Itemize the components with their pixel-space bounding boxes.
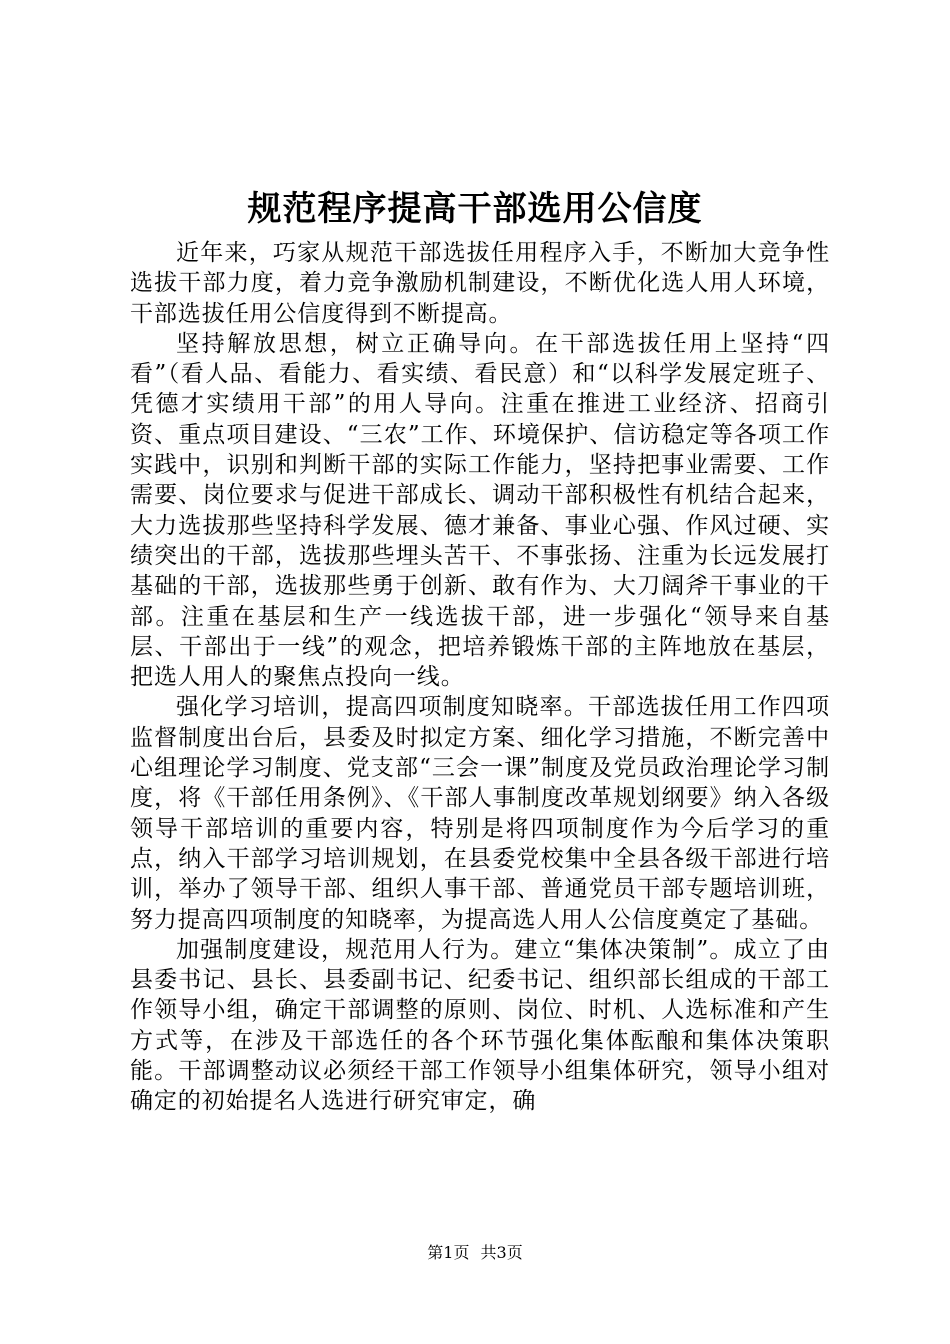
paragraph-training: 强化学习培训，提高四项制度知晓率。干部选拔任用工作四项监督制度出台后，县委及时拟定方案、细化学习措施，不断完善中心组理论学习制度、党支部“三会一课”制度及党员政治理论学习制度，将《干部任用条例》、《干部人事制度改革规划纲要》纳入各级领导干部培训的重要内容，特别是将四项制度作为今后学习的重点，纳入干部学习培训规划，在县委党校集中全县各级干部进行培训，举办了领导干部、组织人事干部、普通党员干部专题培训班，努力提高四项制度的知晓率，为提高选人用人公信度奠定了基础。 (130, 694, 830, 933)
paragraph-orientation: 坚持解放思想，树立正确导向。在干部选拔任用上坚持“四看”（看人品、看能力、看实绩、看民意）和“以科学发展定班子、凭德才实绩用干部”的用人导向。注重在推进工业经济、招商引资、重点项目建设、“三农”工作、环境保护、信访稳定等各项工作实践中，识别和判断干部的实际工作能力，坚持把事业需要、工作需要、岗位要求与促进干部成长、调动干部积极性有机结合起来，大力选拔那些坚持科学发展、德才兼备、事业心强、作风过硬、实绩突出的干部，选拔那些埋头苦干、不事张扬、注重为长远发展打基础的干部，选拔那些勇于创新、敢有作为、大刀阔斧干事业的干部。注重在基层和生产一线选拔干部，进一步强化“领导来自基层、干部出于一线”的观念，把培养锻炼干部的主阵地放在基层，把选人用人的聚焦点投向一线。 (130, 330, 830, 691)
paragraph-system-building: 加强制度建设，规范用人行为。建立“集体决策制”。成立了由县委书记、县长、县委副书记、纪委书记、组织部长组成的干部工作领导小组，确定干部调整的原则、岗位、时机、人选标准和产生方式等，在涉及干部选任的各个环节强化集体酝酿和集体决策职能。干部调整动议必须经干部工作领导小组集体研究，领导小组对确定的初始提名人选进行研究审定，确 (130, 936, 830, 1115)
page-footer (0, 1242, 950, 1264)
page-number-current: 第1页 (427, 1243, 470, 1262)
paragraph-intro: 近年来，巧家从规范干部选拔任用程序入手，不断加大竞争性选拔干部力度，着力竞争激励机制建设，不断优化选人用人环境，干部选拔任用公信度得到不断提高。 (130, 240, 830, 327)
document-body (130, 238, 830, 1117)
page-number-total: 共3页 (480, 1243, 523, 1262)
document-title: 规范程序提高干部选用公信度 (247, 189, 703, 229)
